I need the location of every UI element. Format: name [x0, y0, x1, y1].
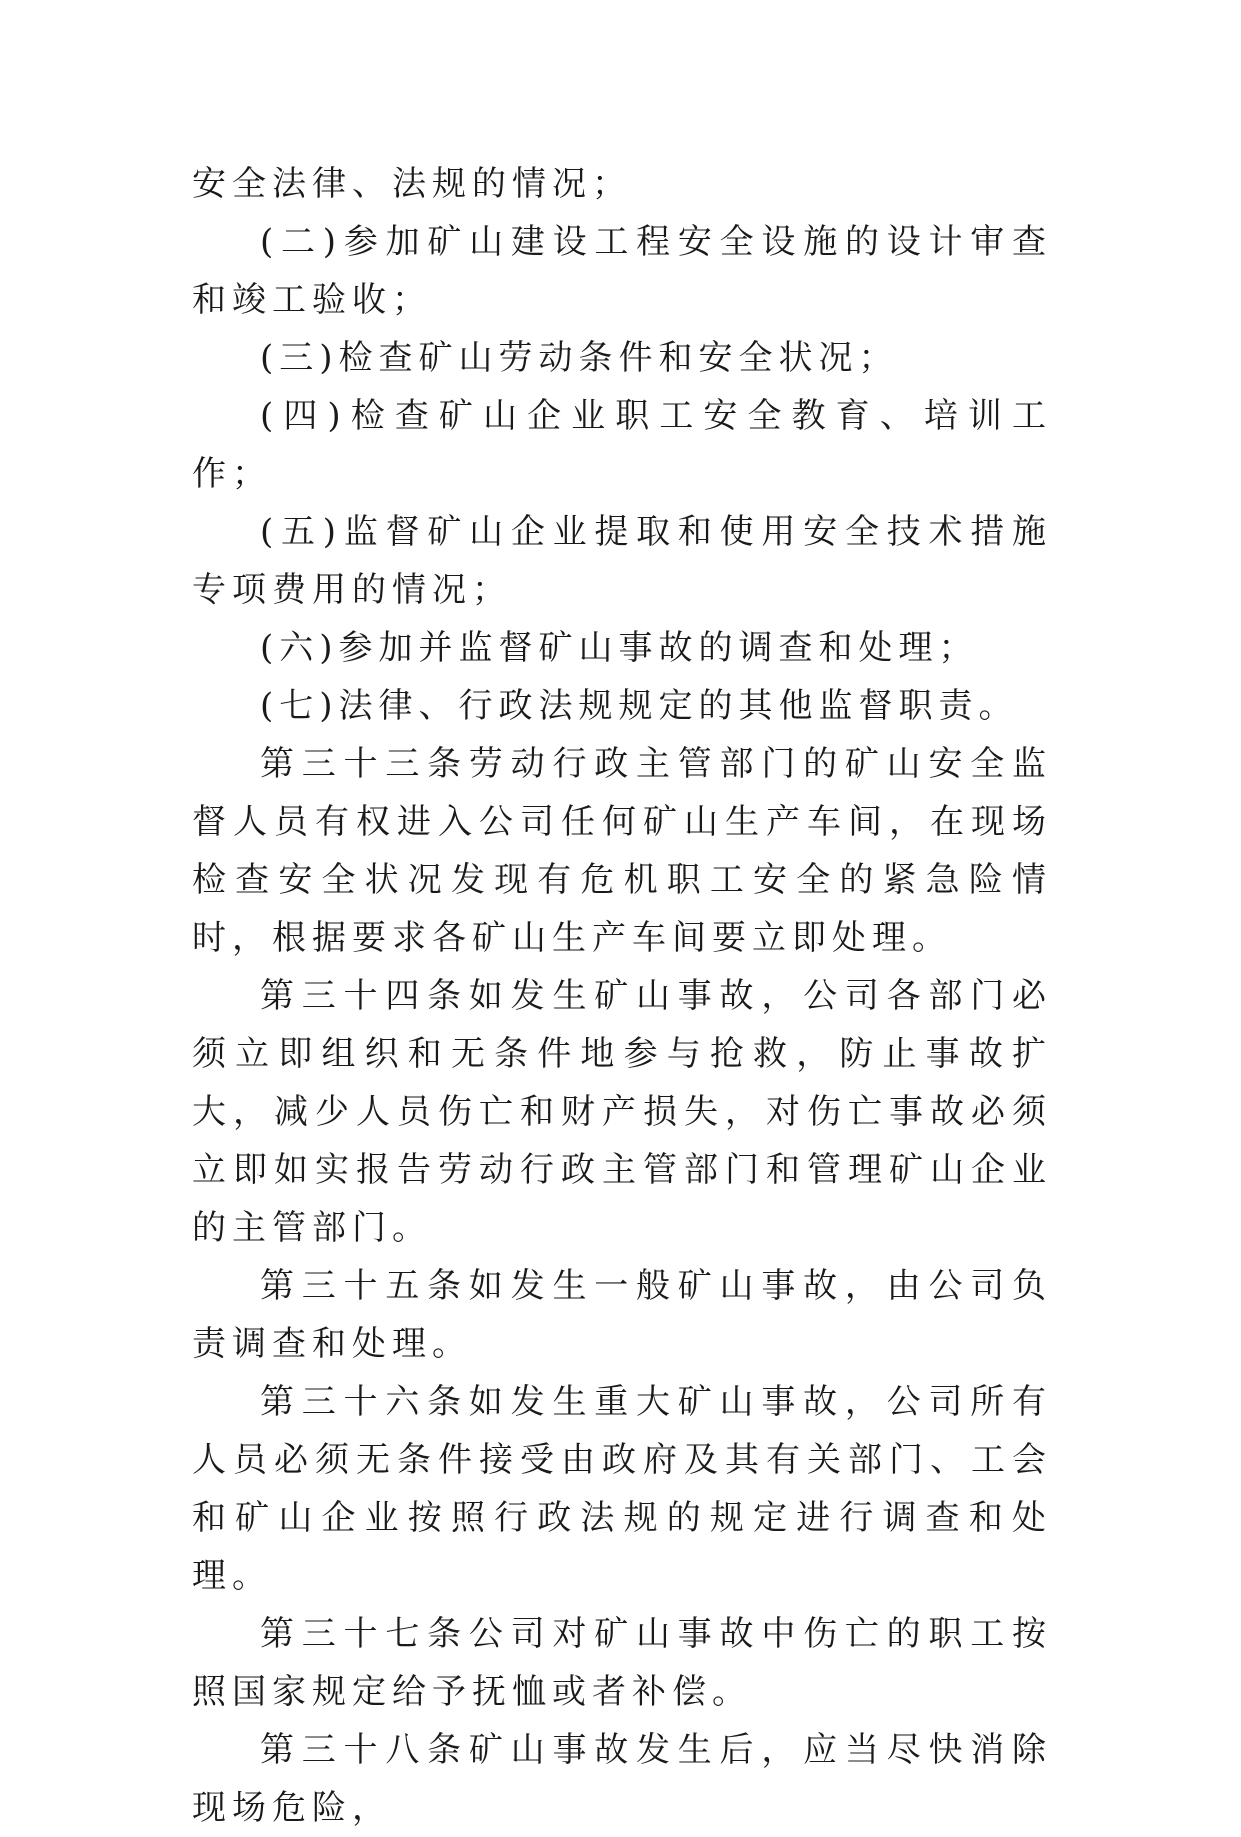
- paragraph-item-6: (六)参加并监督矿山事故的调查和处理；: [260, 628, 979, 668]
- paragraph-item-7: (七)法律、行政法规规定的其他监督职责。: [260, 686, 1019, 726]
- paragraph-item-5: (五)监督矿山企业提取和使用安全技术措施专项费用的情况；: [192, 512, 1052, 610]
- paragraph-item-3: (三)检查矿山劳动条件和安全状况；: [260, 338, 899, 378]
- paragraph-article-38: 第三十八条矿山事故发生后，应当尽快消除现场危险，: [192, 1730, 1052, 1828]
- paragraph-article-34: 第三十四条如发生矿山事故，公司各部门必须立即组织和无条件地参与抢救，防止事故扩大，减少人员伤亡和财产损失，对伤亡事故必须立即如实报告劳动行政主管部门和管理矿山企业的主管部门。: [192, 976, 1052, 1248]
- paragraph-item-2: (二)参加矿山建设工程安全设施的设计审查和竣工验收；: [192, 222, 1052, 320]
- paragraph-article-33: 第三十三条劳动行政主管部门的矿山安全监督人员有权进入公司任何矿山生产车间，在现场检查安全状况发现有危机职工安全的紧急险情时，根据要求各矿山生产车间要立即处理。: [192, 744, 1052, 958]
- paragraph-item-4: (四)检查矿山企业职工安全教育、培训工作；: [192, 396, 1052, 494]
- paragraph-continuation: 安全法律、法规的情况；: [192, 164, 632, 204]
- paragraph-article-36: 第三十六条如发生重大矿山事故，公司所有人员必须无条件接受由政府及其有关部门、工会和矿山企业按照行政法规的规定进行调查和处理。: [192, 1382, 1052, 1596]
- paragraph-article-37: 第三十七条公司对矿山事故中伤亡的职工按照国家规定给予抚恤或者补偿。: [192, 1614, 1052, 1712]
- document-body: [192, 155, 1052, 1837]
- paragraph-article-35: 第三十五条如发生一般矿山事故，由公司负责调查和处理。: [192, 1266, 1052, 1364]
